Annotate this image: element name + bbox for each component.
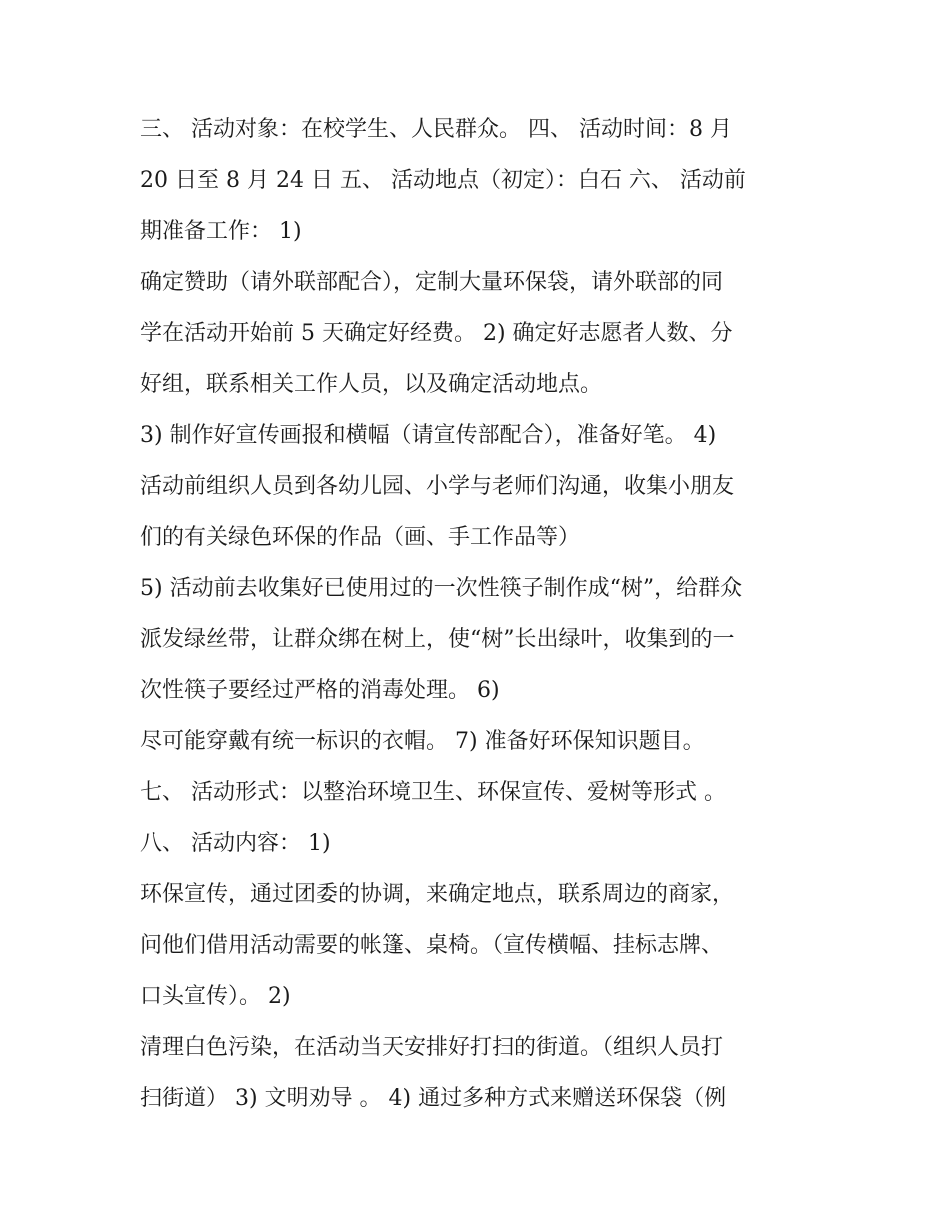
text-line-19: 清理白色污染，在活动当天安排好打扫的街道。（组织人员打 [140, 1035, 724, 1060]
document-body [140, 104, 820, 1124]
text-line-13: 尽可能穿戴有统一标识的衣帽。 7) 准备好环保知识题目。 [140, 729, 705, 754]
text-line-1: 三、 活动对象：在校学生、人民群众。 四、 活动时间：8 月 [140, 117, 732, 142]
text-line-9: 们的有关绿色环保的作品（画、手工作品等） [140, 525, 581, 550]
text-line-8: 活动前组织人员到各幼儿园、小学与老师们沟通，收集小朋友 [140, 474, 735, 499]
text-line-15: 八、 活动内容： 1) [140, 831, 331, 856]
text-line-17: 问他们借用活动需要的帐篷、桌椅。（宣传横幅、挂标志牌、 [140, 933, 724, 958]
text-line-2: 20 日至 8 月 24 日 五、 活动地点（初定）：白石 六、 活动前 [140, 168, 746, 193]
text-line-10: 5) 活动前去收集好已使用过的一次性筷子制作成“树”，给群众 [140, 576, 743, 601]
text-line-5: 学在活动开始前 5 天确定好经费。 2) 确定好志愿者人数、分 [140, 321, 733, 346]
text-line-4: 确定赞助（请外联部配合），定制大量环保袋，请外联部的同 [140, 270, 724, 295]
text-line-18: 口头宣传）。 2) [140, 984, 291, 1009]
text-line-7: 3) 制作好宣传画报和横幅（请宣传部配合），准备好笔。 4) [140, 423, 717, 448]
text-line-11: 派发绿丝带，让群众绑在树上，使“树”长出绿叶，收集到的一 [140, 627, 735, 652]
text-line-12: 次性筷子要经过严格的消毒处理。 6) [140, 678, 500, 703]
text-line-6: 好组，联系相关工作人员，以及确定活动地点。 [140, 372, 603, 397]
text-line-20: 扫街道） 3) 文明劝导 。 4) 通过多种方式来赠送环保袋（例 [140, 1086, 727, 1111]
text-line-3: 期准备工作： 1) [140, 219, 302, 244]
text-line-16: 环保宣传，通过团委的协调，来确定地点，联系周边的商家， [140, 882, 735, 907]
text-line-14: 七、 活动形式：以整治环境卫生、环保宣传、爱树等形式 。 [140, 780, 726, 805]
